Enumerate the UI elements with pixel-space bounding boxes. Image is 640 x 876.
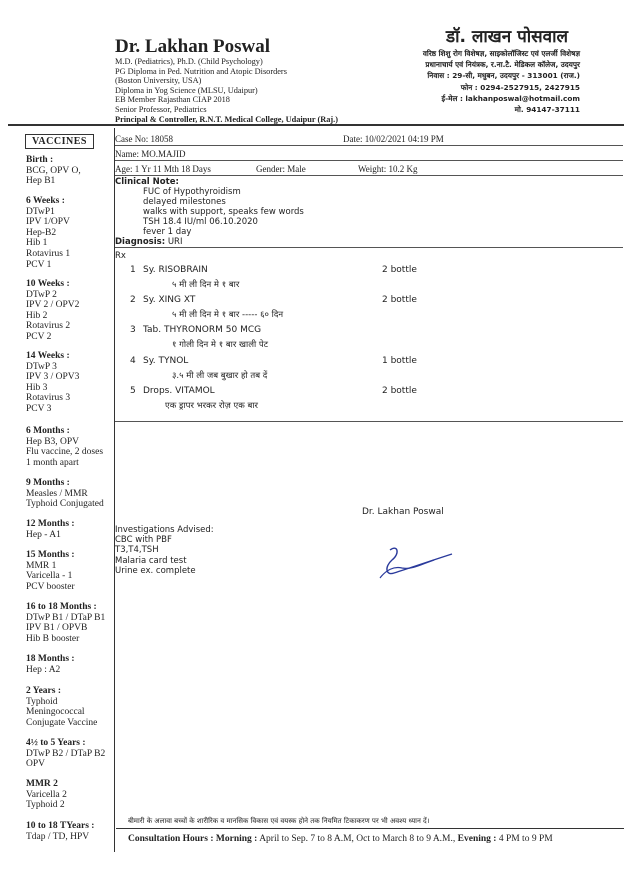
hindi-line: निवास : 29-सी, मधुबन, उदयपुर - 313001 (राज.) [427, 71, 580, 81]
doctor-name-hindi: डॉ. लाखन पोसवाल [446, 27, 568, 47]
case-number: Case No: 18058 [115, 134, 173, 144]
vaccine-group-heading: 16 to 18 Months : [26, 602, 97, 612]
medicine-name: Tab. THYRONORM 50 MCG [143, 325, 262, 335]
qualification-line: M.D. (Pediatrics), Ph.D. (Child Psychology) [115, 57, 263, 66]
medicine-quantity: 2 bottle [382, 265, 417, 275]
vaccine-item: Hep B3, OPV [26, 436, 80, 447]
vaccine-item: Tdap / TD, HPV [26, 831, 90, 842]
morning-label: Morning : [215, 834, 258, 844]
name-divider [115, 160, 623, 161]
clinical-note-line: delayed milestones [143, 197, 226, 207]
principal-line: Principal & Controller, R.N.T. Medical College, Udaipur (Raj.) [115, 114, 338, 124]
clinical-note [115, 177, 304, 237]
hours-label: Consultation Hours : [128, 834, 214, 844]
medicine-instruction: ५ मी ली दिन मे १ बार ----- ६० दिन [172, 310, 284, 320]
patient-age: Age: 1 Yr 11 Mth 18 Days [115, 164, 211, 174]
header-divider [8, 124, 624, 126]
vaccine-item: Hib 1 [26, 238, 48, 249]
patient-gender: Gender: Male [256, 164, 306, 174]
vaccine-item: PCV booster [26, 581, 75, 592]
doctor-details-hindi [423, 48, 580, 115]
visit-date: Date: 10/02/2021 04:19 PM [343, 134, 444, 144]
vaccine-item: Rotavirus 3 [26, 393, 71, 404]
vaccine-item: OPV [26, 759, 46, 770]
vaccine-item: Hep : A2 [26, 664, 61, 675]
medicine-instruction: एक ड्रापर भरकर रोज़ एक बार [165, 401, 258, 411]
vaccine-group-heading: 14 Weeks : [26, 351, 70, 361]
clinical-note-label: Clinical Note: [115, 177, 179, 187]
vaccine-item: Measles / MMR [26, 488, 88, 499]
medicine-name: Sy. XING XT [143, 295, 196, 305]
vaccine-item: Meningococcal [26, 707, 85, 718]
case-divider [115, 145, 623, 146]
medicine-quantity: 2 bottle [382, 295, 417, 305]
vaccine-item: PCV 1 [26, 259, 52, 270]
vaccine-group [26, 738, 105, 770]
footer-note: बीमारी के अलावा बच्चों के शारीरिक व मानसिक विकास एवं वयस्क होने तक नियमित टिकाकरण पर भी अवश्य ध्यान दें। [128, 817, 430, 825]
clinical-note-line: TSH 18.4 IU/ml 06.10.2020 [143, 217, 258, 227]
vaccine-group-heading: 9 Months : [26, 478, 70, 488]
medicine-number: 1 [130, 265, 136, 275]
qualification-line: PG Diploma in Ped. Nutrition and Atopic Disorders [115, 66, 287, 76]
vaccine-item: BCG, OPV O, [26, 165, 81, 176]
hindi-line: प्रधानाचार्य एवं नियंत्रक, र.ना.टै. मेडिकल कॉलेज, उदयपुर [425, 60, 580, 70]
clinical-note-line: walks with support, speaks few words [143, 207, 304, 217]
vaccine-group-heading: 6 Weeks : [26, 196, 65, 206]
vaccine-group-heading: 10 Weeks : [26, 279, 70, 289]
vaccine-item: IPV 3 / OPV3 [26, 372, 80, 383]
diagnosis-divider [115, 247, 623, 248]
evening-label: Evening : [457, 834, 497, 844]
qualification-line: EB Member Rajasthan CIAP 2018 [115, 95, 230, 105]
investigation-item: CBC with PBF [115, 535, 172, 546]
vaccine-group-heading: 4½ to 5 Years : [26, 738, 86, 748]
vaccine-item: Hib 3 [26, 382, 48, 393]
vaccine-item: IPV 1/OPV [26, 217, 70, 228]
vaccines-title: VACCINES [25, 134, 94, 149]
vaccine-item: Hib 2 [26, 310, 48, 321]
vaccine-group-heading: 15 Months : [26, 550, 75, 560]
vaccine-group-heading: 6 Months : [26, 426, 70, 436]
vaccine-item: Typhoid 2 [26, 800, 65, 811]
clinical-note-line: fever 1 day [143, 227, 192, 237]
age-divider [115, 175, 623, 176]
medicine-name: Sy. RISOBRAIN [143, 265, 208, 275]
medicine-instruction: ३.५ मी ली जब बुखार हो तब दें [172, 371, 268, 381]
doctor-name: Dr. Lakhan Poswal [115, 36, 271, 57]
vaccine-item: 1 month apart [26, 457, 79, 468]
medicine-instruction: १ गोली दिन मे १ बार खाली पेट [172, 340, 268, 350]
vaccine-item: Hep B1 [26, 176, 56, 187]
vaccine-item: PCV 2 [26, 331, 52, 342]
medicine-number: 5 [130, 386, 136, 396]
vaccine-group [26, 155, 81, 187]
vaccine-item: DTwP B1 / DTaP B1 [26, 612, 106, 623]
vaccine-group-heading: 18 Months : [26, 654, 75, 664]
vaccine-group-heading: 10 to 18 TYears : [26, 821, 95, 831]
vaccine-item: DTwP 2 [26, 289, 57, 300]
investigation-item: Urine ex. complete [115, 565, 196, 576]
vaccine-group [26, 779, 67, 811]
vaccine-item: Rotavirus 1 [26, 248, 71, 259]
footer-divider [116, 828, 624, 829]
vaccine-item: Typhoid Conjugated [26, 499, 104, 510]
qualification-line: Diploma in Yog Science (MLSU, Udaipur) [115, 85, 258, 95]
signer-name: Dr. Lakhan Poswal [362, 507, 444, 517]
patient-weight: Weight: 10.2 Kg [358, 164, 418, 174]
vaccine-group [26, 519, 75, 540]
medicine-name: Sy. TYNOL [143, 356, 189, 366]
patient-name: Name: MO.MAJID [115, 149, 186, 159]
rx-end-divider [115, 421, 623, 422]
investigations-label: Investigations Advised: [115, 525, 214, 535]
medicine-quantity: 2 bottle [382, 386, 417, 396]
vaccine-group-heading: 12 Months : [26, 519, 75, 529]
vaccine-item: DTwP B2 / DTaP B2 [26, 748, 106, 759]
vaccine-group [26, 426, 103, 468]
vaccine-item: Varicella - 1 [26, 571, 73, 582]
investigation-item: Malaria card test [115, 555, 187, 566]
vaccine-group-heading: Birth : [26, 155, 54, 165]
medicine-name: Drops. VITAMOL [143, 386, 215, 396]
morning-hours: April to Sep. 7 to 8 A.M, Oct to March 8 to 9 A.M., [259, 834, 456, 844]
vaccine-item: PCV 3 [26, 403, 52, 414]
vaccine-item: Varicella 2 [26, 789, 67, 800]
vaccine-item: Typhoid [26, 696, 58, 707]
qualification-line: Senior Professor, Pediatrics [115, 104, 207, 114]
vaccine-item: Flu vaccine, 2 doses [26, 447, 104, 458]
vaccine-group [26, 351, 79, 415]
vaccine-item: Rotavirus 2 [26, 321, 71, 332]
doctor-qualifications [115, 57, 338, 124]
vaccine-group [26, 550, 75, 592]
vaccine-item: Hep - A1 [26, 529, 61, 540]
qualification-line: (Boston University, USA) [115, 76, 202, 86]
investigation-item: T3,T4,TSH [115, 545, 159, 556]
clinical-note-line: FUC of Hypothyroidism [143, 187, 241, 197]
vaccine-group [26, 821, 94, 842]
vaccine-group [26, 196, 70, 270]
medicine-number: 4 [130, 356, 136, 366]
vaccine-item: Conjugate Vaccine [26, 717, 98, 728]
medicine-instruction: ५ मी ली दिन मे १ बार [172, 280, 240, 290]
medicine-quantity: 1 bottle [382, 356, 417, 366]
vaccine-group [26, 279, 79, 343]
consultation-hours [128, 834, 553, 844]
vaccine-group [26, 654, 75, 675]
vaccine-item: IPV 2 / OPV2 [26, 300, 80, 311]
vaccine-item: DTwP1 [26, 206, 55, 217]
vaccine-item: Hib B booster [26, 633, 80, 644]
vaccine-group-heading: MMR 2 [26, 779, 58, 789]
signature-image [372, 540, 462, 585]
hindi-line: वरिष्ठ शिशु रोग विशेषज्ञ, साइकोलॉजिस्ट एवं एलर्जी विशेषज्ञ [422, 49, 580, 58]
hindi-line: मो. 94147-37111 [514, 105, 580, 115]
hindi-line: ई-मेल : lakhanposwal@hotmail.com [441, 93, 580, 103]
diagnosis [115, 237, 182, 247]
vaccine-item: IPV B1 / OPVB [26, 623, 88, 634]
vaccine-group-heading: 2 Years : [26, 686, 61, 696]
vaccine-item: DTwP 3 [26, 361, 57, 372]
vaccine-item: MMR 1 [26, 560, 57, 571]
evening-hours: 4 PM to 9 PM [498, 834, 553, 844]
vaccine-group [26, 686, 97, 728]
medicine-number: 2 [130, 295, 136, 305]
diagnosis-value: URI [167, 237, 183, 247]
rx-label: Rx [115, 251, 126, 261]
vaccine-item: Hep-B2 [26, 227, 57, 238]
vaccine-group [26, 478, 104, 510]
hindi-line: फोन : 0294-2527915, 2427915 [460, 82, 580, 92]
diagnosis-label: Diagnosis: [115, 237, 166, 247]
medicine-number: 3 [130, 325, 136, 335]
investigations [115, 525, 214, 576]
vaccine-group [26, 602, 105, 644]
